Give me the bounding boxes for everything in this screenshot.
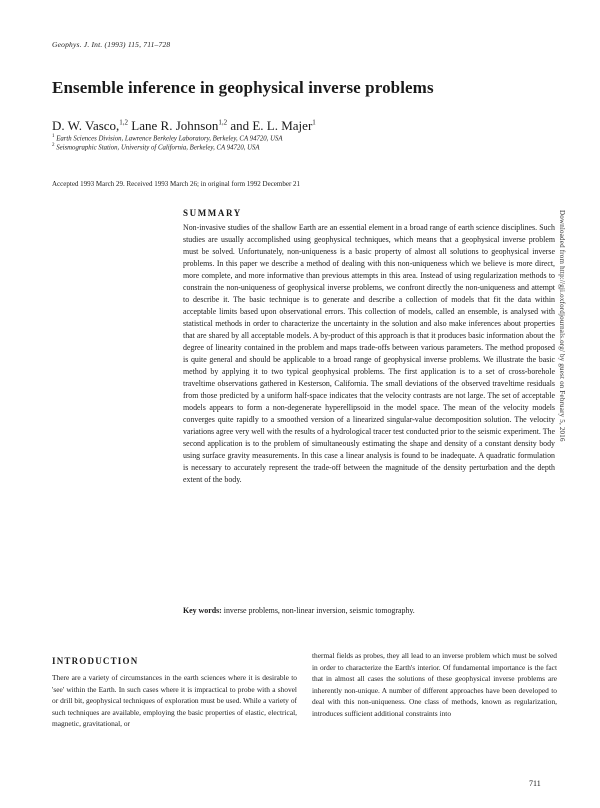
keywords-label: Key words: [183, 606, 222, 615]
affiliation-1-text: Earth Sciences Division, Lawrence Berkeley Laboratory, Berkeley, CA 94720, USA [56, 135, 283, 143]
summary-heading: SUMMARY [183, 208, 242, 218]
page-number: 711 [529, 779, 541, 788]
affiliation-1 [52, 134, 283, 142]
running-head: Geophys. J. Int. (1993) 115, 711–728 [52, 40, 171, 49]
affiliation-1-mark: 1 [52, 134, 55, 139]
publication-dates: Accepted 1993 March 29. Received 1993 March 26; in original form 1992 December 21 [52, 180, 301, 188]
author-2: Lane R. Johnson [128, 118, 219, 133]
summary-text: Non-invasive studies of the shallow Earth are an essential element in a broad range of earth science disciplines. Such studies are usually accomplished using geophysical techniques, which means that a geophysical inverse problem must be solved. Unfortunately, non-uniqueness is a basic property of almost all solutions to geophysical inverse problems. In this paper we describe a method of dealing with this non-uniqueness which we believe is more direct, more complete, and more informative than previous attempts in this area. Instead of using regularization methods to constrain the non-uniqueness of geophysical inverse problems, we confront directly the non-uniqueness and attempt to describe it. The basic technique is to generate and describe a collection of models that fit the data within acceptable limits based upon observational errors. This collection of models, called an ensemble, is analysed with statistical methods in order to characterize the uncertainty in the solution and also make inferences about properties that are shared by all acceptable models. A by-product of this approach is that it produces basic information about the degree of linearity contained in the problem and maps trade-offs between various parameters. The method proposed is quite general and should be applicable to a broad range of geophysical inverse problems. We illustrate the basic method by applying it to two typical geophysical problems. The first application is to a set of cross-borehole traveltime observations gathered in Kesterson, California. The small deviations of the observed traveltime residuals from those predicted by a uniform half-space indicates that the velocity contrasts are not large. The set of acceptable models appears to form a non-degenerate hyperellipsoid in the model space. The mean of the velocity models converges quite rapidly to a smoothed version of a linearized singular-value decomposition solution. The velocity variations agree very well with the results of a hydrological tracer test conducted prior to the seismic experiment. The second application is to the problem of simultaneously estimating the shape and density of a constant density body using surface gravity measurements. In this case a linear analysis is found to be inadequate. A quadratic formulation is necessary to accurately represent the trade-off between the magnitude of the density perturbation and the depth extent of the body. [183, 223, 555, 484]
keywords [183, 606, 555, 615]
author-2-affil: 1,2 [218, 118, 228, 127]
affiliation-2 [52, 143, 260, 151]
paper-title: Ensemble inference in geophysical inverse problems [52, 78, 434, 97]
keywords-text: inverse problems, non-linear inversion, seismic tomography. [221, 606, 415, 615]
introduction-column-1: There are a variety of circumstances in the earth sciences where it is desirable to 'see' within the Earth. In such cases where it is impractical to probe with a shovel or drill bit, geophysical techniques of exploration must be used. While a variety of such techniques are available, employing the basic properties of elastic, electrical, magnetic, gravitational, or [52, 673, 297, 729]
download-watermark: Downloaded from http://gji.oxfordjournals.org/ by guest on February 5, 2016 [558, 210, 566, 442]
introduction-column-2: thermal fields as probes, they all lead to an inverse problem which must be solved in order to characterize the Earth's interior. Of fundamental importance is the fact that in almost all cases the solutions of these geophysical inverse problems are inherently non-unique. A number of different approaches have been developed to deal with this non-uniqueness. One class of methods, known as regularization, introduces sufficient additional constraints into [312, 651, 557, 718]
introduction-heading: INTRODUCTION [52, 656, 139, 666]
author-3-affil: 1 [312, 118, 316, 127]
affiliation-2-text: Seismographic Station, University of California, Berkeley, CA 94720, USA [56, 144, 260, 152]
author-1-affil: 1,2 [119, 118, 129, 127]
author-1: D. W. Vasco, [52, 118, 120, 133]
affiliation-2-mark: 2 [52, 143, 55, 148]
author-3: and E. L. Majer [227, 118, 313, 133]
author-list [52, 118, 316, 134]
